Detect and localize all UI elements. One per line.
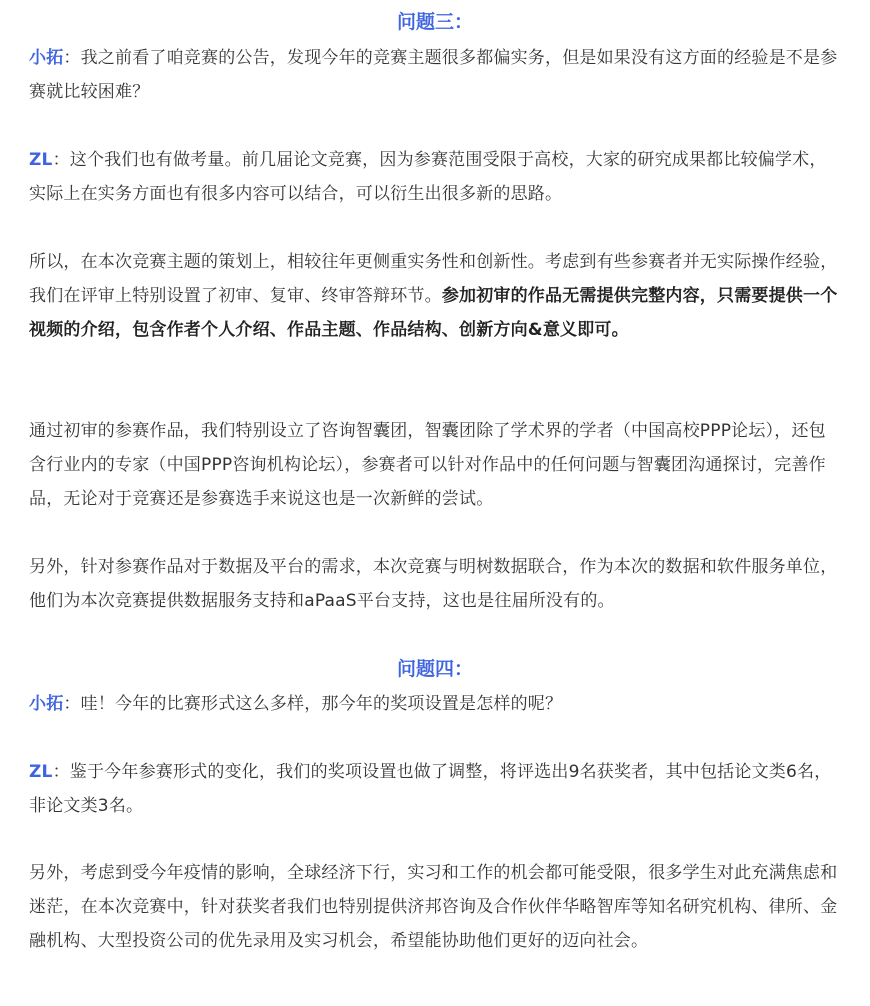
dialogue-paragraph: 小拓：我之前看了咱竞赛的公告，发现今年的竞赛主题很多都偏实务，但是如果没有这方面的经验是不是参赛就比较困难？ [29,48,838,102]
paragraph-text: 所以，在本次竞赛主题的策划上，相较往年更侧重实务性和创新性。考虑到有些参赛者并无实际操作经验，我们在评审上特别设置了初审、复审、终审答辩环节。 [29,252,838,306]
section-question-3 [29,10,841,34]
paragraph-text: 鉴于今年参赛形式的变化，我们的奖项设置也做了调整，将评选出9名获奖者，其中包括论文类6名，非论文类3名。 [29,762,832,816]
dialogue-paragraph: ZL：鉴于今年参赛形式的变化，我们的奖项设置也做了调整，将评选出9名获奖者，其中包括论文类6名，非论文类3名。 [29,762,832,816]
speaker-name: ZL [29,150,53,170]
body-paragraph [29,414,841,516]
bold-emphasis-text: 参加初审的作品无需提供完整内容，只需要提供一个视频的介绍，包含作者个人介绍、作品主题、作品结构、创新方向&意义即可。 [29,286,838,340]
speaker-name: 小拓 [29,48,64,68]
body-paragraph [29,856,841,958]
body-paragraph [29,550,841,618]
paragraph-text: 另外，针对参赛作品对于数据及平台的需求，本次竞赛与明树数据联合，作为本次的数据和软件服务单位，他们为本次竞赛提供数据服务支持和aPaaS平台支持，这也是往届所没有的。 [29,557,838,611]
speaker-name: 小拓 [29,694,64,714]
section-title: 问题三： [396,11,473,33]
paragraph-text: 另外，考虑到受今年疫情的影响，全球经济下行，实习和工作的机会都可能受限，很多学生对此充满焦虑和迷茫，在本次竞赛中，针对获奖者我们也特别提供济邦咨询及合作伙伴华略智库等知名研究机构、律所、金融机构、大型投资公司的优先录用及实习机会，希望能协助他们更好的迈向社会。 [29,863,838,951]
body-paragraph [29,245,841,347]
paragraph-text: 我之前看了咱竞赛的公告，发现今年的竞赛主题很多都偏实务，但是如果没有这方面的经验是不是参赛就比较困难？ [29,48,838,102]
section-title: 问题四： [396,658,473,680]
speaker-name: ZL [29,762,53,782]
dialogue-paragraph: ZL：这个我们也有做考量。前几届论文竞赛，因为参赛范围受限于高校，大家的研究成果都比较偏学术，实际上在实务方面也有很多内容可以结合，可以衍生出很多新的思路。 [29,150,827,204]
paragraph-text: 通过初审的参赛作品，我们特别设立了咨询智囊团，智囊团除了学术界的学者（中国高校PPP论坛），还包含行业内的专家（中国PPP咨询机构论坛），参赛者可以针对作品中的任何问题与智囊团沟通探讨，完善作品，无论对于竞赛还是参赛选手来说这也是一次新鲜的尝试。 [29,421,826,509]
dialogue-paragraph: 小拓：哇！今年的比赛形式这么多样，那今年的奖项设置是怎样的呢？ [29,694,563,714]
paragraph-text: 哇！今年的比赛形式这么多样，那今年的奖项设置是怎样的呢？ [80,694,563,714]
section-question-4 [29,657,841,681]
paragraph-text: 这个我们也有做考量。前几届论文竞赛，因为参赛范围受限于高校，大家的研究成果都比较偏学术，实际上在实务方面也有很多内容可以结合，可以衍生出很多新的思路。 [29,150,827,204]
